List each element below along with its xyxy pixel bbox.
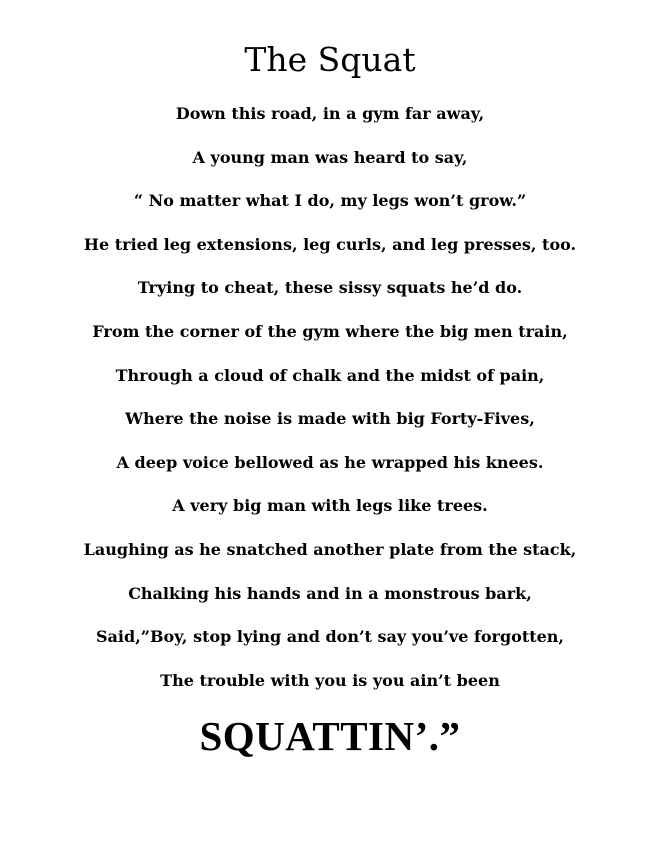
poem-line: “ No matter what I do, my legs won’t grow.” — [133, 191, 527, 211]
poem-line: A very big man with legs like trees. — [172, 496, 488, 516]
poem-line: A young man was heard to say, — [192, 147, 468, 167]
poem-line: Said,”Boy, stop lying and don’t say you’ve forgotten, — [96, 627, 564, 647]
poem-line: Where the noise is made with big Forty-Fives, — [125, 409, 535, 429]
poem-line: He tried leg extensions, leg curls, and leg presses, too. — [83, 234, 577, 254]
poem-line: The trouble with you is you ain’t been — [160, 670, 500, 690]
poem-title: The Squat — [244, 40, 416, 79]
poem-line: Chalking his hands and in a monstrous bark, — [128, 583, 532, 603]
poem-line: Down this road, in a gym far away, — [175, 104, 485, 123]
poem-line: From the corner of the gym where the big men train, — [92, 321, 568, 341]
poem-line: Through a cloud of chalk and the midst of pain, — [115, 365, 545, 385]
poem-line: Trying to cheat, these sissy squats he’d do. — [137, 278, 523, 298]
poem-line: A deep voice bellowed as he wrapped his knees. — [116, 452, 544, 472]
poem-finale: SQUATTIN’.” — [199, 713, 461, 759]
poem-line: Laughing as he snatched another plate from the stack, — [83, 539, 577, 559]
poem-body — [0, 99, 660, 709]
